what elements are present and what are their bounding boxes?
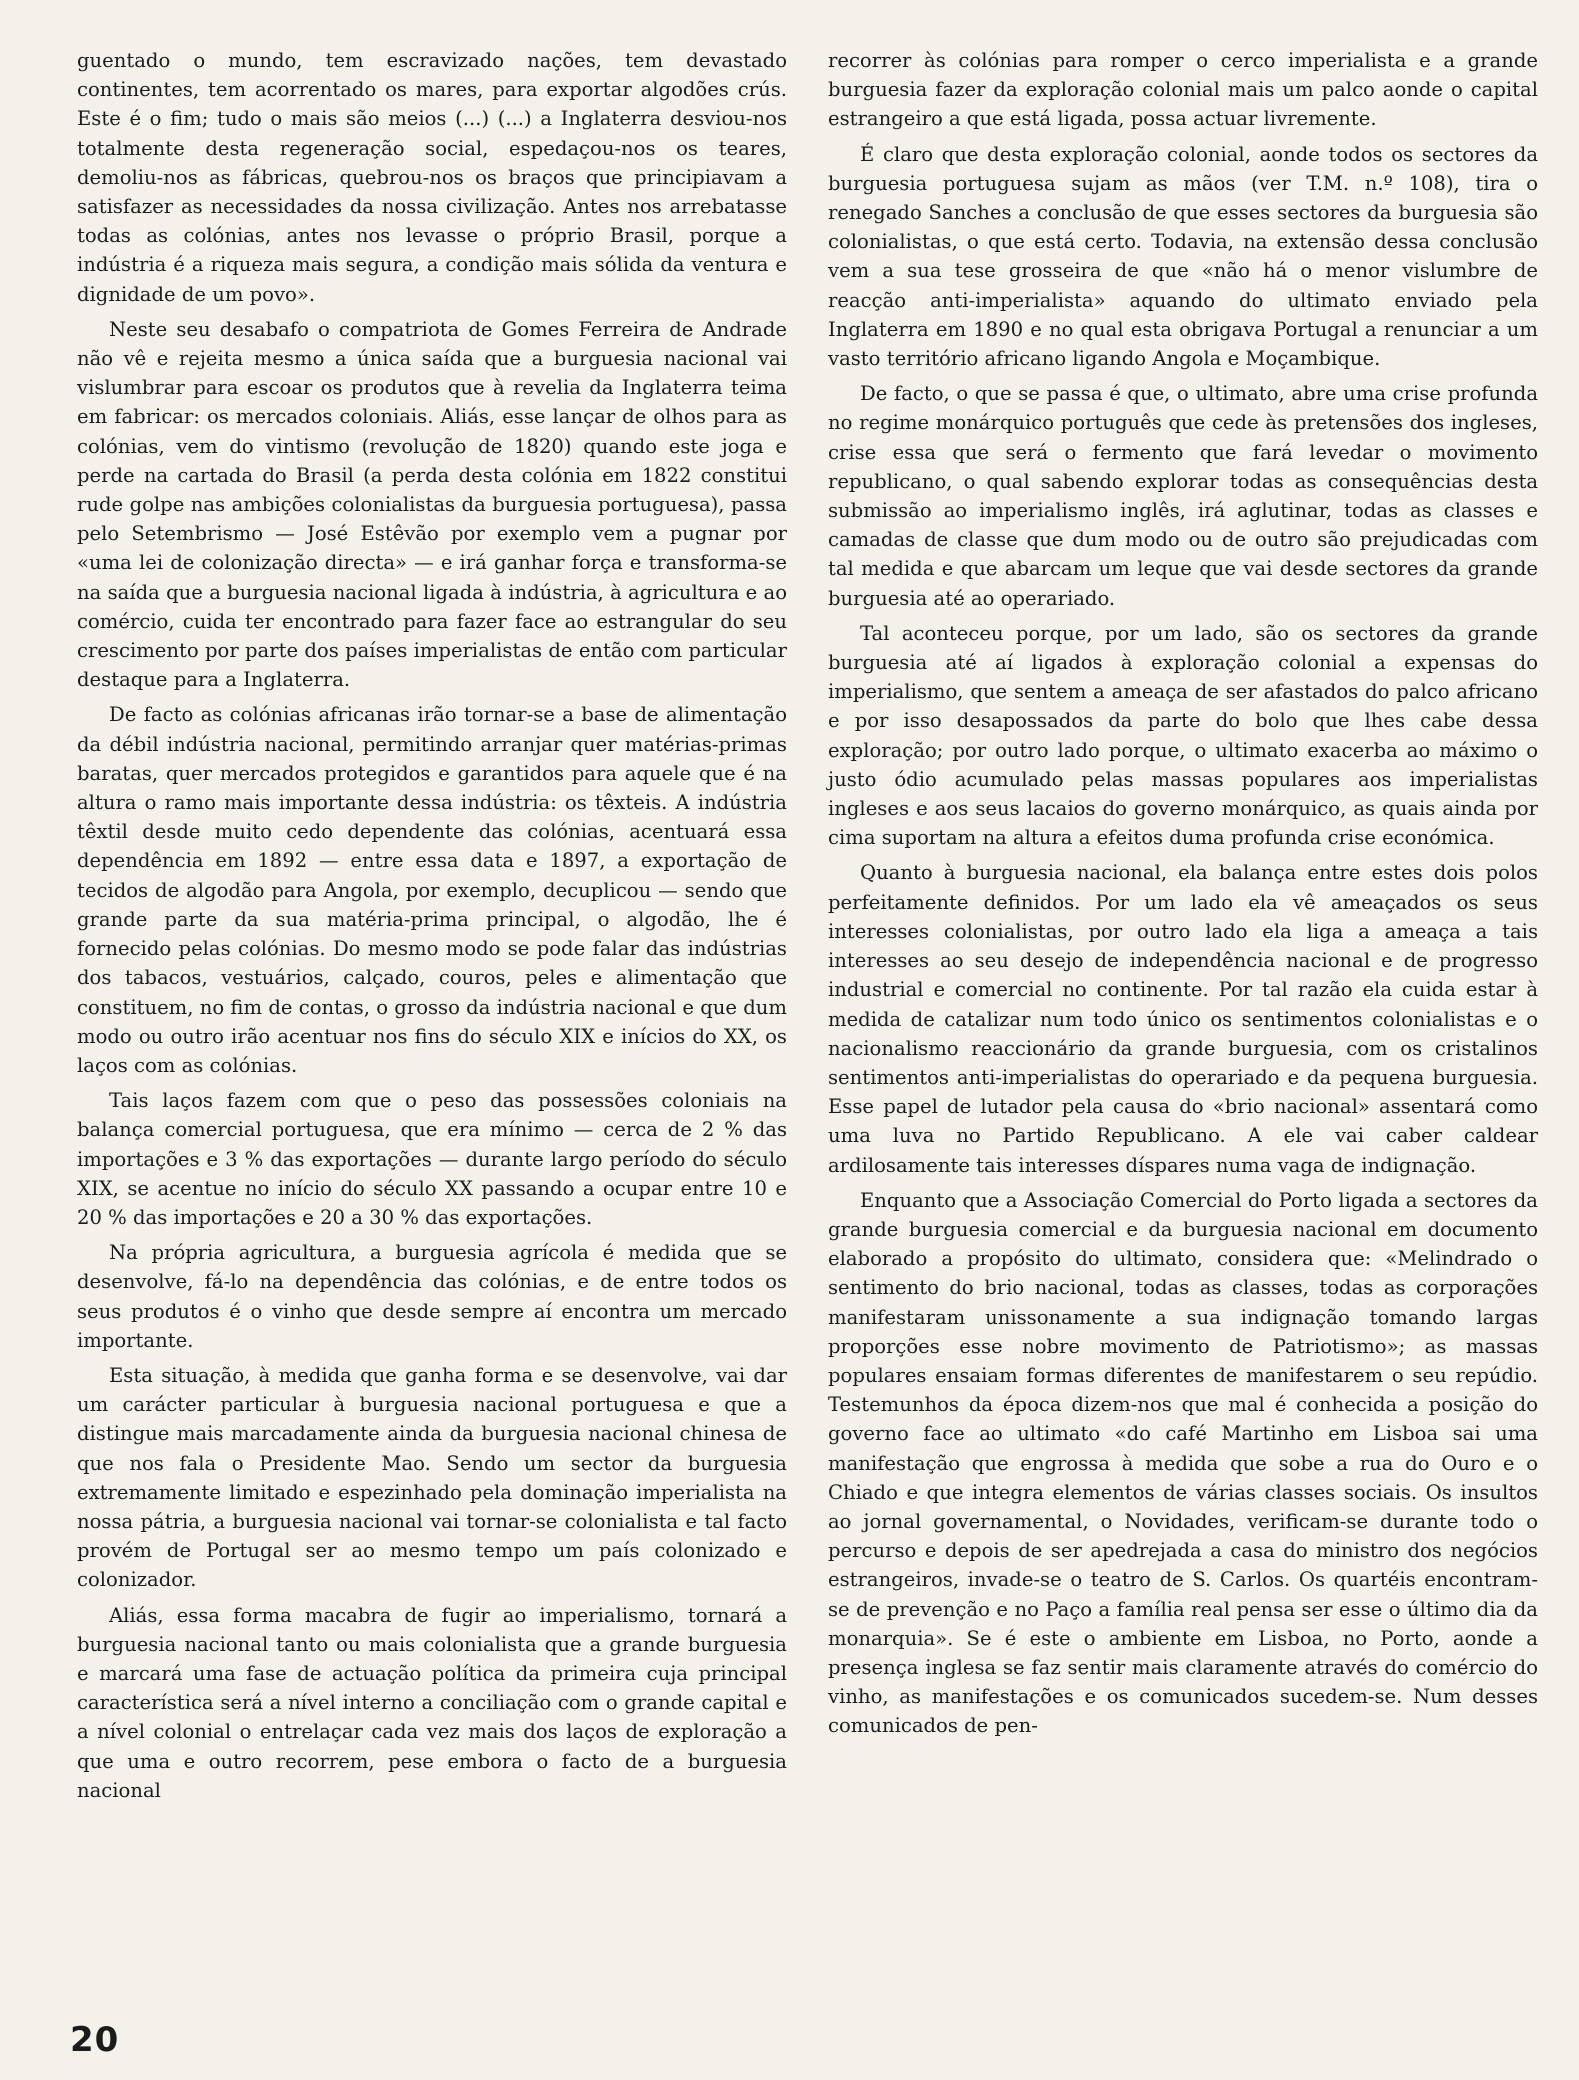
paragraph: guentado o mundo, tem escravizado nações, tem devastado continentes, tem acorrentado os mares, para exportar algodões crús. Este é o fim; tudo o mais são meios (...) (...) a Inglaterra desviou-nos totalmente desta regeneração social, espedaçou-nos os teares, demoliu-nos as fábricas, quebrou-nos os braços que principiavam a satisfazer as necessidades da nossa civilização. Antes nos arrebatasse todas as colónias, antes nos levasse o próprio Brasil, porque a indústria é a riqueza mais segura, a condição mais sólida da ventura e dignidade de um povo». [77,49,787,306]
paragraph: De facto as colónias africanas irão tornar-se a base de alimentação da débil indústria nacional, permitindo arranjar quer matérias-primas baratas, quer mercados protegidos e garantidos para aquele que é na altura o ramo mais importante dessa indústria: os têxteis. A indústria têxtil desde muito cedo dependente das colónias, acentuará essa dependência em 1892 — entre essa data e 1897, a exportação de tecidos de algodão para Angola, por exemplo, decuplicou — sendo que grande parte da sua matéria-prima principal, o algodão, lhe é fornecido pelas colónias. Do mesmo modo se pode falar das indústrias dos tabacos, vestuários, calçado, couros, peles e alimentação que constituem, no fim de contas, o grosso da indústria nacional e que dum modo ou outro irão acentuar nos fins do século XIX e inícios do XX, os laços com as colónias. [77,703,787,1077]
paragraph: É claro que desta exploração colonial, aonde todos os sectores da burguesia portuguesa sujam as mãos (ver T.M. n.º 108), tira o renegado Sanches a conclusão de que esses sectores da burguesia são colonialistas, o que está certo. Todavia, na extensão dessa conclusão vem a sua tese grosseira de que «não há o menor vislumbre de reacção anti-imperialista» aquando do ultimato enviado pela Inglaterra em 1890 e no qual esta obrigava Portugal a renunciar a um vasto território africano ligando Angola e Moçambique. [828,142,1538,371]
right-column [828,46,1538,1747]
paragraph: Neste seu desabafo o compatriota de Gomes Ferreira de Andrade não vê e rejeita mesmo a única saída que a burguesia nacional vai vislumbrar para escoar os produtos que à revelia da Inglaterra teima em fabricar: os mercados coloniais. Aliás, esse lançar de olhos para as colónias, vem do vintismo (revolução de 1820) quando este joga e perde na cartada do Brasil (a perda desta colónia em 1822 constitui rude golpe nas ambições colonialistas da burguesia portuguesa), passa pelo Setembrismo — José Estêvão por exemplo vem a pugnar por «uma lei de colonização directa» — e irá ganhar força e transforma-se na saída que a burguesia nacional ligada à indústria, à agricultura e ao comércio, cuida ter encontrado para fazer face ao estrangular do seu crescimento por parte dos países imperialistas de então com particular destaque para a Inglaterra. [77,317,787,692]
paragraph: Quanto à burguesia nacional, ela balança entre estes dois polos perfeitamente definidos. Por um lado ela vê ameaçados os seus interesses colonialistas, por outro lado ela liga a ameaça a tais interesses ao seu desejo de independência nacional e de progresso industrial e comercial no continente. Por tal razão ela cuida estar à medida de catalizar num todo único os sentimentos colonialistas e o nacionalismo reaccionário da grande burguesia, com os cristalinos sentimentos anti-imperialistas do operariado e da pequena burguesia. Esse papel de lutador pela causa do «brio nacional» assentará como uma luva no Partido Republicano. A ele vai caber caldear ardilosamente tais interesses díspares numa vaga de indignação. [828,861,1538,1177]
paragraph: Aliás, essa forma macabra de fugir ao imperialismo, tornará a burguesia nacional tanto ou mais colonialista que a grande burguesia e marcará uma fase de actuação política da primeira cuja principal característica será a nível interno a conciliação com o grande capital e a nível colonial o entrelaçar cada vez mais dos laços de exploração a que uma e outro recorrem, pese embora o facto de a burguesia nacional [77,1603,787,1802]
page-number: 20 [70,2020,120,2060]
paragraph: Tal aconteceu porque, por um lado, são os sectores da grande burguesia até aí ligados à exploração colonial a expensas do imperialismo, que sentem a ameaça de ser afastados do palco africano e por isso desapossados da parte do bolo que lhes cabe dessa exploração; por outro lado porque, o ultimato exacerba ao máximo o justo ódio acumulado pelas massas populares aos imperialistas ingleses e aos seus lacaios do governo monárquico, as quais ainda por cima suportam na altura a efeitos duma profunda crise económica. [828,621,1538,850]
paragraph: Tais laços fazem com que o peso das possessões coloniais na balança comercial portuguesa, que era mínimo — cerca de 2 % das importações e 3 % das exportações — durante largo período do século XIX, se acentue no início do século XX passando a ocupar entre 10 e 20 % das importações e 20 a 30 % das exportações. [77,1089,787,1229]
paragraph: Enquanto que a Associação Comercial do Porto ligada a sectores da grande burguesia comercial e da burguesia nacional em documento elaborado a propósito do ultimato, considera que: «Melindrado o sentimento do brio nacional, todas as classes, todas as corporações manifestaram unissonamente a sua indignação tomando largas proporções esse nobre movimento de Patriotismo»; as massas populares ensaiam formas diferentes de manifestarem o seu repúdio. Testemunhos da época dizem-nos que mal é conhecida a posição do governo face ao ultimato «do café Martinho em Lisboa sai uma manifestação que engrossa à medida que sobe a rua do Ouro e o Chiado e que integra elementos de várias classes sociais. Os insultos ao jornal governamental, o Novidades, verificam-se durante todo o percurso e depois de ser apedrejada a casa do ministro dos negócios estrangeiros, invade-se o teatro de S. Carlos. Os quartéis encontram-se de prevenção e no Paço a família real pensa ser esse o último dia da monarquia». Se é este o ambiente em Lisboa, no Porto, aonde a presença inglesa se faz sentir mais claramente através do comércio do vinho, as manifestações e os comunicados sucedem-se. Num desses comunicados de pen- [828,1188,1538,1738]
left-column [77,46,787,1811]
paragraph: Esta situação, à medida que ganha forma e se desenvolve, vai dar um carácter particular à burguesia nacional portuguesa e que a distingue mais marcadamente ainda da burguesia nacional chinesa de que nos fala o Presidente Mao. Sendo um sector da burguesia extremamente limitado e espezinhado pela dominação imperialista na nossa pátria, a burguesia nacional vai tornar-se colonialista e tal facto provém de Portugal ser ao mesmo tempo um país colonizado e colonizador. [77,1363,787,1592]
paragraph: De facto, o que se passa é que, o ultimato, abre uma crise profunda no regime monárquico português que cede às pretensões dos ingleses, crise essa que será o fermento que fará levedar o movimento republicano, o qual sabendo explorar todas as consequências desta submissão ao imperialismo inglês, irá aglutinar, todas as classes e camadas de classe que dum modo ou de outro são prejudicadas com tal medida e que abarcam um leque que vai desde sectores da grande burguesia até ao operariado. [828,382,1538,610]
paragraph: Na própria agricultura, a burguesia agrícola é medida que se desenvolve, fá-lo na dependência das colónias, e de entre todos os seus produtos é o vinho que desde sempre aí encontra um mercado importante. [77,1241,787,1352]
paragraph: recorrer às colónias para romper o cerco imperialista e a grande burguesia fazer da exploração colonial mais um palco aonde o capital estrangeiro a que está ligada, possa actuar livremente. [828,49,1538,131]
